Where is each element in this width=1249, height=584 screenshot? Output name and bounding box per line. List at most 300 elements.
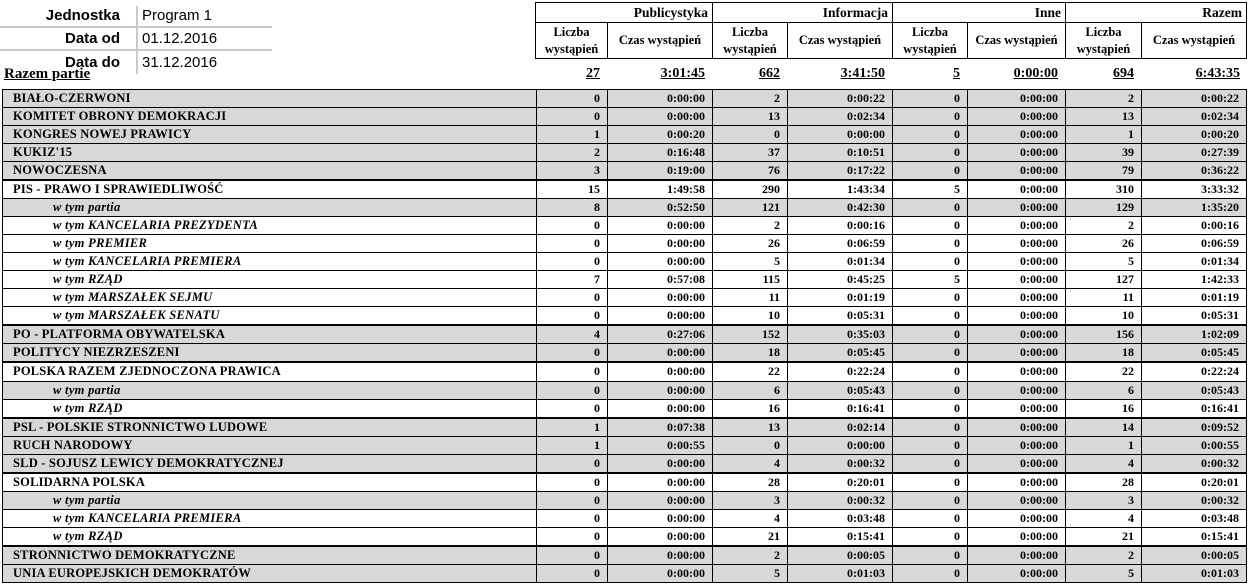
param-label: Data do xyxy=(64,54,120,71)
time-cell: 0:00:20 xyxy=(1141,126,1246,143)
count-cell: 0 xyxy=(536,547,607,564)
count-cell: 0 xyxy=(536,474,607,491)
header-czas-wyst-pie: Czas wystąpień xyxy=(1141,23,1246,58)
count-cell: 16 xyxy=(712,400,787,417)
count-cell: 0 xyxy=(892,528,967,545)
time-cell: 0:00:00 xyxy=(967,363,1065,380)
count-cell: 0 xyxy=(892,253,967,270)
time-cell: 1:02:09 xyxy=(1141,326,1246,343)
count-cell: 10 xyxy=(712,307,787,324)
count-cell: 5 xyxy=(892,181,967,198)
count-cell: 0 xyxy=(536,382,607,399)
time-cell: 0:22:24 xyxy=(1141,363,1246,380)
party-row xyxy=(3,362,1246,381)
count-cell: 310 xyxy=(1065,181,1141,198)
time-cell: 0:00:00 xyxy=(967,510,1065,527)
time-cell: 0:02:14 xyxy=(787,419,892,436)
subcategory-row xyxy=(3,528,1246,546)
count-cell: 121 xyxy=(712,199,787,216)
time-cell: 0:00:00 xyxy=(607,289,712,306)
time-cell: 0:00:00 xyxy=(967,217,1065,234)
time-cell: 0:00:00 xyxy=(787,126,892,143)
count-cell: 10 xyxy=(1065,307,1141,324)
time-cell: 0:00:22 xyxy=(787,90,892,107)
count-cell: 22 xyxy=(1065,363,1141,380)
count-cell: 1 xyxy=(536,126,607,143)
count-cell: 5 xyxy=(712,565,787,582)
count-cell: 2 xyxy=(1065,217,1141,234)
party-name: RUCH NARODOWY xyxy=(13,437,133,452)
party-name: KONGRES NOWEJ PRAWICY xyxy=(13,127,192,142)
time-cell: 0:00:00 xyxy=(967,326,1065,343)
count-cell: 0 xyxy=(892,126,967,143)
time-cell: 0:00:00 xyxy=(967,528,1065,545)
count-cell: 2 xyxy=(1065,547,1141,564)
count-cell: 0 xyxy=(892,162,967,179)
time-cell: 0:35:03 xyxy=(787,326,892,343)
count-cell: 13 xyxy=(712,419,787,436)
count-cell: 5 xyxy=(1065,565,1141,582)
time-cell: 0:05:43 xyxy=(787,382,892,399)
time-cell: 0:00:00 xyxy=(967,235,1065,252)
count-cell: 4 xyxy=(536,326,607,343)
count-cell: 0 xyxy=(536,289,607,306)
time-cell: 0:00:00 xyxy=(607,455,712,472)
subcategory-row xyxy=(3,307,1246,325)
param-value: Program 1 xyxy=(142,7,213,24)
header-liczba-wyst-pie: Liczba wystąpień xyxy=(892,23,967,58)
time-cell: 0:00:32 xyxy=(787,455,892,472)
time-cell: 0:17:22 xyxy=(787,162,892,179)
time-cell: 0:05:45 xyxy=(787,344,892,361)
time-cell: 0:00:00 xyxy=(967,162,1065,179)
time-cell: 0:45:25 xyxy=(787,271,892,288)
party-row xyxy=(3,180,1246,199)
time-cell: 0:00:00 xyxy=(967,253,1065,270)
party-row xyxy=(3,546,1246,565)
time-cell: 0:00:00 xyxy=(967,344,1065,361)
time-cell: 0:00:00 xyxy=(607,528,712,545)
header-czas-wyst-pie: Czas wystąpień xyxy=(787,23,892,58)
party-name: KUKIZ'15 xyxy=(13,145,73,160)
time-cell: 0:00:00 xyxy=(607,382,712,399)
party-name: SOLIDARNA POLSKA xyxy=(13,474,146,489)
time-cell: 0:00:00 xyxy=(607,492,712,509)
time-cell: 0:20:01 xyxy=(1141,474,1246,491)
party-name: BIAŁO-CZERWONI xyxy=(13,91,131,106)
time-cell: 0:15:41 xyxy=(787,528,892,545)
party-row xyxy=(3,437,1246,455)
header-group-razem: Razem xyxy=(1065,3,1246,22)
time-cell: 1:43:34 xyxy=(787,181,892,198)
count-cell: 0 xyxy=(536,235,607,252)
time-cell: 0:01:19 xyxy=(1141,289,1246,306)
count-cell: 0 xyxy=(892,437,967,454)
count-cell: 5 xyxy=(712,253,787,270)
subcategory-row xyxy=(3,400,1246,418)
party-row xyxy=(3,108,1246,126)
count-cell: 21 xyxy=(1065,528,1141,545)
time-cell: 0:01:34 xyxy=(1141,253,1246,270)
time-cell: 0:00:22 xyxy=(1141,90,1246,107)
subcategory-row xyxy=(3,289,1246,307)
count-cell: 14 xyxy=(1065,419,1141,436)
count-cell: 22 xyxy=(712,363,787,380)
count-cell: 0 xyxy=(536,217,607,234)
party-row xyxy=(3,455,1246,473)
time-cell: 0:16:48 xyxy=(607,144,712,161)
party-row xyxy=(3,344,1246,362)
count-cell: 0 xyxy=(536,90,607,107)
count-cell: 0 xyxy=(892,326,967,343)
header-liczba-wyst-pie: Liczba wystąpień xyxy=(544,25,599,56)
header-group-informacja: Informacja xyxy=(712,3,892,22)
time-cell: 0:00:00 xyxy=(607,510,712,527)
time-cell: 0:05:45 xyxy=(1141,344,1246,361)
count-cell: 0 xyxy=(892,199,967,216)
totals-value-7: 6:43:35 xyxy=(1195,66,1240,81)
subcategory-row xyxy=(3,271,1246,289)
totals-value-1: 3:01:45 xyxy=(660,66,705,81)
time-cell: 0:02:34 xyxy=(1141,108,1246,125)
count-cell: 39 xyxy=(1065,144,1141,161)
time-cell: 0:05:43 xyxy=(1141,382,1246,399)
count-cell: 5 xyxy=(1065,253,1141,270)
time-cell: 0:00:00 xyxy=(967,492,1065,509)
time-cell: 0:00:00 xyxy=(967,400,1065,417)
count-cell: 0 xyxy=(892,510,967,527)
time-cell: 0:05:31 xyxy=(1141,307,1246,324)
time-cell: 0:00:00 xyxy=(967,126,1065,143)
time-cell: 0:00:00 xyxy=(607,474,712,491)
count-cell: 0 xyxy=(892,108,967,125)
count-cell: 0 xyxy=(536,492,607,509)
count-cell: 2 xyxy=(712,90,787,107)
column-header-table xyxy=(535,2,1247,59)
time-cell: 0:00:00 xyxy=(607,235,712,252)
time-cell: 1:49:58 xyxy=(607,181,712,198)
param-value: 01.12.2016 xyxy=(142,30,218,47)
subcategory-row xyxy=(3,492,1246,510)
count-cell: 0 xyxy=(536,344,607,361)
subcategory-row xyxy=(3,217,1246,235)
count-cell: 28 xyxy=(1065,474,1141,491)
time-cell: 0:16:41 xyxy=(787,400,892,417)
count-cell: 8 xyxy=(536,199,607,216)
count-cell: 0 xyxy=(892,565,967,582)
count-cell: 0 xyxy=(536,565,607,582)
header-czas-wyst-pie: Czas wystąpień xyxy=(607,23,712,58)
param-value: 31.12.2016 xyxy=(142,54,218,71)
totals-value-6: 694 xyxy=(1113,66,1134,81)
time-cell: 0:09:52 xyxy=(1141,419,1246,436)
totals-value-4: 5 xyxy=(953,66,960,81)
time-cell: 1:35:20 xyxy=(1141,199,1246,216)
time-cell: 0:00:05 xyxy=(787,547,892,564)
party-row xyxy=(3,473,1246,492)
count-cell: 0 xyxy=(892,217,967,234)
count-cell: 0 xyxy=(712,126,787,143)
count-cell: 1 xyxy=(536,419,607,436)
subcategory-name: w tym KANCELARIA PREMIERA xyxy=(53,510,242,525)
count-cell: 5 xyxy=(892,271,967,288)
time-cell: 0:00:00 xyxy=(967,565,1065,582)
count-cell: 0 xyxy=(536,528,607,545)
count-cell: 156 xyxy=(1065,326,1141,343)
count-cell: 0 xyxy=(892,90,967,107)
time-cell: 0:00:00 xyxy=(607,217,712,234)
time-cell: 0:00:00 xyxy=(607,363,712,380)
subcategory-name: w tym RZĄD xyxy=(53,400,123,415)
subcategory-name: w tym KANCELARIA PREZYDENTA xyxy=(53,218,259,233)
time-cell: 0:22:24 xyxy=(787,363,892,380)
party-row xyxy=(3,325,1246,344)
party-name: PO - PLATFORMA OBYWATELSKA xyxy=(13,327,226,342)
time-cell: 0:00:32 xyxy=(1141,455,1246,472)
count-cell: 3 xyxy=(712,492,787,509)
header-liczba-wyst-pie: Liczba wystąpień xyxy=(712,23,787,58)
param-label: Data od xyxy=(64,30,120,47)
time-cell: 0:36:22 xyxy=(1141,162,1246,179)
time-cell: 0:10:51 xyxy=(787,144,892,161)
time-cell: 0:00:00 xyxy=(787,437,892,454)
count-cell: 0 xyxy=(892,363,967,380)
time-cell: 0:00:55 xyxy=(607,437,712,454)
time-cell: 0:00:00 xyxy=(967,271,1065,288)
time-cell: 0:00:32 xyxy=(1141,492,1246,509)
count-cell: 26 xyxy=(712,235,787,252)
time-cell: 0:00:00 xyxy=(967,547,1065,564)
time-cell: 0:00:00 xyxy=(607,547,712,564)
count-cell: 26 xyxy=(1065,235,1141,252)
count-cell: 37 xyxy=(712,144,787,161)
time-cell: 0:42:30 xyxy=(787,199,892,216)
count-cell: 3 xyxy=(536,162,607,179)
time-cell: 0:19:00 xyxy=(607,162,712,179)
time-cell: 0:00:05 xyxy=(1141,547,1246,564)
time-cell: 0:05:31 xyxy=(787,307,892,324)
count-cell: 0 xyxy=(892,289,967,306)
party-row xyxy=(3,418,1246,437)
time-cell: 0:27:06 xyxy=(607,326,712,343)
subcategory-name: w tym KANCELARIA PREMIERA xyxy=(53,254,242,269)
party-name: PSL - POLSKIE STRONNICTWO LUDOWE xyxy=(13,419,268,434)
time-cell: 0:52:50 xyxy=(607,199,712,216)
party-name: UNIA EUROPEJSKICH DEMOKRATÓW xyxy=(13,565,252,580)
header-group-inne: Inne xyxy=(892,3,1065,22)
count-cell: 3 xyxy=(1065,492,1141,509)
party-name: NOWOCZESNA xyxy=(13,163,107,178)
time-cell: 0:00:16 xyxy=(787,217,892,234)
party-name: KOMITET OBRONY DEMOKRACJI xyxy=(13,109,227,124)
count-cell: 6 xyxy=(1065,382,1141,399)
count-cell: 2 xyxy=(712,217,787,234)
time-cell: 0:01:03 xyxy=(787,565,892,582)
count-cell: 0 xyxy=(536,253,607,270)
count-cell: 0 xyxy=(892,144,967,161)
time-cell: 0:00:20 xyxy=(607,126,712,143)
time-cell: 0:00:00 xyxy=(607,307,712,324)
party-name: STRONNICTWO DEMOKRATYCZNE xyxy=(13,547,236,562)
time-cell: 0:00:00 xyxy=(607,565,712,582)
subcategory-row xyxy=(3,382,1246,400)
subcategory-row xyxy=(3,253,1246,271)
subcategory-row xyxy=(3,235,1246,253)
party-row xyxy=(3,90,1246,108)
count-cell: 79 xyxy=(1065,162,1141,179)
count-cell: 11 xyxy=(712,289,787,306)
subcategory-name: w tym partia xyxy=(53,382,121,397)
count-cell: 115 xyxy=(712,271,787,288)
time-cell: 0:00:00 xyxy=(607,108,712,125)
count-cell: 13 xyxy=(712,108,787,125)
data-table xyxy=(2,89,1247,583)
party-row xyxy=(3,144,1246,162)
count-cell: 28 xyxy=(712,474,787,491)
time-cell: 0:16:41 xyxy=(1141,400,1246,417)
count-cell: 0 xyxy=(536,400,607,417)
party-row xyxy=(3,126,1246,144)
count-cell: 4 xyxy=(1065,455,1141,472)
subcategory-name: w tym MARSZAŁEK SENATU xyxy=(53,308,220,323)
time-cell: 0:02:34 xyxy=(787,108,892,125)
count-cell: 0 xyxy=(536,363,607,380)
party-row xyxy=(3,565,1246,582)
time-cell: 0:00:00 xyxy=(967,289,1065,306)
subcategory-row xyxy=(3,199,1246,217)
count-cell: 4 xyxy=(1065,510,1141,527)
time-cell: 0:00:55 xyxy=(1141,437,1246,454)
time-cell: 0:00:00 xyxy=(967,382,1065,399)
subcategory-name: w tym RZĄD xyxy=(53,528,123,543)
time-cell: 0:00:00 xyxy=(967,90,1065,107)
time-cell: 0:00:00 xyxy=(967,419,1065,436)
totals-value-5: 0:00:00 xyxy=(1013,66,1058,81)
count-cell: 13 xyxy=(1065,108,1141,125)
count-cell: 0 xyxy=(536,307,607,324)
time-cell: 0:20:01 xyxy=(787,474,892,491)
count-cell: 15 xyxy=(536,181,607,198)
header-group-row xyxy=(536,3,1246,22)
time-cell: 0:07:38 xyxy=(607,419,712,436)
count-cell: 16 xyxy=(1065,400,1141,417)
time-cell: 0:57:08 xyxy=(607,271,712,288)
count-cell: 0 xyxy=(892,474,967,491)
time-cell: 0:00:00 xyxy=(967,144,1065,161)
count-cell: 0 xyxy=(892,344,967,361)
count-cell: 0 xyxy=(536,510,607,527)
count-cell: 0 xyxy=(892,419,967,436)
count-cell: 0 xyxy=(892,400,967,417)
subcategory-name: w tym partia xyxy=(53,200,121,215)
count-cell: 0 xyxy=(892,547,967,564)
count-cell: 0 xyxy=(536,108,607,125)
header-subcolumn-row xyxy=(536,22,1246,58)
count-cell: 4 xyxy=(712,510,787,527)
time-cell: 0:00:00 xyxy=(967,108,1065,125)
count-cell: 18 xyxy=(712,344,787,361)
count-cell: 7 xyxy=(536,271,607,288)
count-cell: 129 xyxy=(1065,199,1141,216)
time-cell: 0:03:48 xyxy=(1141,510,1246,527)
count-cell: 0 xyxy=(712,437,787,454)
count-cell: 21 xyxy=(712,528,787,545)
party-name: POLSKA RAZEM ZJEDNOCZONA PRAWICA xyxy=(13,364,281,379)
time-cell: 0:00:00 xyxy=(607,253,712,270)
time-cell: 0:00:00 xyxy=(607,400,712,417)
totals-row xyxy=(2,61,1247,87)
party-name: PIS - PRAWO I SPRAWIEDLIWOŚĆ xyxy=(13,182,224,197)
count-cell: 290 xyxy=(712,181,787,198)
header-liczba-wyst-pie: Liczba wystąpień xyxy=(1065,23,1141,58)
totals-value-0: 27 xyxy=(586,66,600,81)
count-cell: 0 xyxy=(892,492,967,509)
time-cell: 0:00:00 xyxy=(607,344,712,361)
time-cell: 0:00:00 xyxy=(967,474,1065,491)
count-cell: 0 xyxy=(892,307,967,324)
count-cell: 0 xyxy=(892,455,967,472)
count-cell: 76 xyxy=(712,162,787,179)
count-cell: 6 xyxy=(712,382,787,399)
count-cell: 152 xyxy=(712,326,787,343)
time-cell: 0:01:34 xyxy=(787,253,892,270)
count-cell: 0 xyxy=(892,235,967,252)
totals-value-2: 662 xyxy=(759,66,780,81)
party-name: SLD - SOJUSZ LEWICY DEMOKRATYCZNEJ xyxy=(13,455,284,470)
party-row xyxy=(3,162,1246,180)
subcategory-name: w tym partia xyxy=(53,492,121,507)
time-cell: 0:01:19 xyxy=(787,289,892,306)
time-cell: 0:00:32 xyxy=(787,492,892,509)
party-name: POLITYCY NIEZRZESZENI xyxy=(13,345,180,360)
totals-label: Razem partie xyxy=(4,65,91,82)
param-label: Jednostka xyxy=(45,7,120,24)
count-cell: 11 xyxy=(1065,289,1141,306)
time-cell: 0:27:39 xyxy=(1141,144,1246,161)
time-cell: 3:33:32 xyxy=(1141,181,1246,198)
time-cell: 0:06:59 xyxy=(787,235,892,252)
subcategory-name: w tym MARSZAŁEK SEJMU xyxy=(53,290,213,305)
time-cell: 0:01:03 xyxy=(1141,565,1246,582)
time-cell: 0:00:16 xyxy=(1141,217,1246,234)
subcategory-name: w tym PREMIER xyxy=(53,236,148,251)
time-cell: 0:00:00 xyxy=(967,455,1065,472)
count-cell: 0 xyxy=(892,382,967,399)
time-cell: 0:06:59 xyxy=(1141,235,1246,252)
count-cell: 2 xyxy=(712,547,787,564)
time-cell: 0:00:00 xyxy=(967,437,1065,454)
header-czas-wyst-pie: Czas wystąpień xyxy=(967,23,1065,58)
time-cell: 0:15:41 xyxy=(1141,528,1246,545)
count-cell: 1 xyxy=(536,437,607,454)
time-cell: 0:00:00 xyxy=(967,199,1065,216)
totals-value-3: 3:41:50 xyxy=(840,66,885,81)
time-cell: 0:03:48 xyxy=(787,510,892,527)
count-cell: 1 xyxy=(1065,437,1141,454)
time-cell: 0:00:00 xyxy=(967,307,1065,324)
count-cell: 18 xyxy=(1065,344,1141,361)
subcategory-name: w tym RZĄD xyxy=(53,272,123,287)
count-cell: 2 xyxy=(1065,90,1141,107)
count-cell: 4 xyxy=(712,455,787,472)
count-cell: 2 xyxy=(536,144,607,161)
count-cell: 1 xyxy=(1065,126,1141,143)
count-cell: 0 xyxy=(536,455,607,472)
count-cell: 127 xyxy=(1065,271,1141,288)
header-group-publicystyka: Publicystyka xyxy=(633,4,708,20)
subcategory-row xyxy=(3,510,1246,528)
time-cell: 0:00:00 xyxy=(967,181,1065,198)
